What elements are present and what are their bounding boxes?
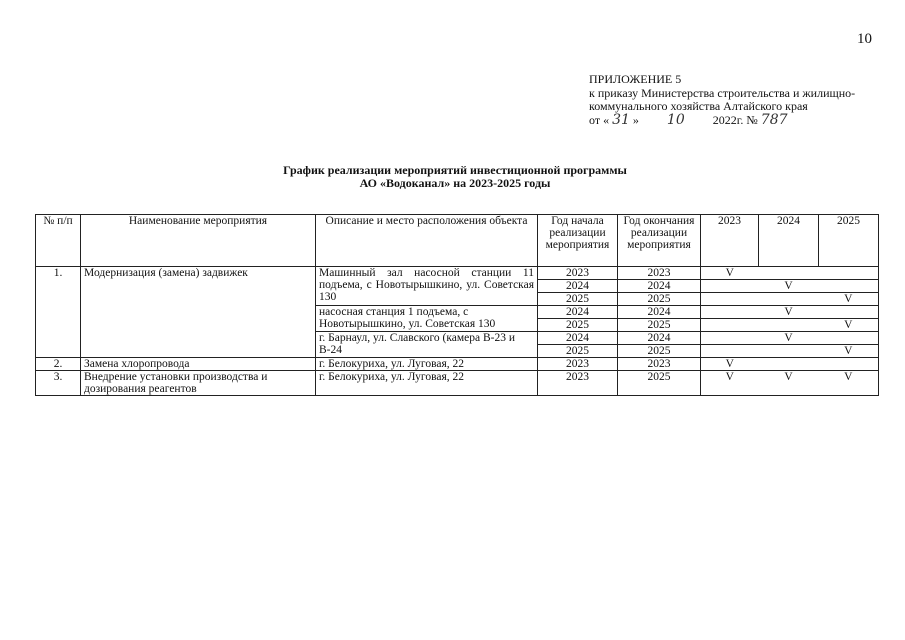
row-desc: г. Барнаул, ул. Славского (камера В-23 и В-24 [316,332,538,358]
row-num: 3. [36,371,81,396]
row-name: Замена хлоропровода [81,358,316,371]
mark-2024 [759,319,819,332]
header-num: № п/п [36,215,81,267]
row-desc: насосная станция 1 подъема, с Новотырышкино, ул. Советская 130 [316,306,538,332]
start-year: 2024 [538,332,618,345]
handwritten-order-number: 787 [760,111,788,128]
start-year: 2024 [538,280,618,293]
start-year: 2023 [538,267,618,280]
mark-2025 [819,306,879,319]
mark-2023: V [701,358,759,371]
mark-2024 [759,345,819,358]
appendix-header [589,73,855,127]
row-desc: г. Белокуриха, ул. Луговая, 22 [316,371,538,396]
title-line-1: График реализации мероприятий инвестиционной программы [283,163,627,177]
end-year: 2023 [618,267,701,280]
mark-2023: V [701,267,759,280]
header-2025: 2025 [819,215,879,267]
mark-2025: V [819,293,879,306]
end-year: 2024 [618,280,701,293]
schedule-table [35,214,879,396]
header-end-year: Год окончания реализации мероприятия [618,215,701,267]
header-row [36,215,879,267]
mark-2025 [819,358,879,371]
row-name: Модернизация (замена) задвижек [81,267,316,358]
mark-2023 [701,319,759,332]
mark-2024: V [759,332,819,345]
row-desc: г. Белокуриха, ул. Луговая, 22 [316,358,538,371]
appendix-line-2: к приказу Министерства строительства и жилищно- [589,85,856,100]
header-2023: 2023 [701,215,759,267]
end-year: 2024 [618,306,701,319]
mark-2024: V [759,280,819,293]
row-num: 1. [36,267,81,358]
row-desc: Машинный зал насосной станции 11 подъема, с Новотырышкино, ул. Советская 130 [316,267,538,306]
start-year: 2025 [538,345,618,358]
mark-2023 [701,345,759,358]
mark-2025: V [819,371,879,396]
mark-2024: V [759,306,819,319]
mark-2024: V [759,371,819,396]
mark-2023 [701,306,759,319]
table-row [36,358,879,371]
start-year: 2023 [538,371,618,396]
mark-2023 [701,280,759,293]
header-start-year: Год начала реализации мероприятия [538,215,618,267]
handwritten-month: 10 [666,111,685,128]
header-desc: Описание и место расположения объекта [316,215,538,267]
end-year: 2025 [618,371,701,396]
row-name: Внедрение установки производства и дозирования реагентов [81,371,316,396]
end-year: 2023 [618,358,701,371]
appendix-line-1: ПРИЛОЖЕНИЕ 5 [589,72,682,86]
mark-2024 [759,358,819,371]
header-2024: 2024 [759,215,819,267]
start-year: 2023 [538,358,618,371]
handwritten-day: 31 [612,111,630,128]
mark-2023 [701,332,759,345]
mark-2024 [759,293,819,306]
page-number: 10 [857,31,872,47]
row-num: 2. [36,358,81,371]
appendix-line-3: коммунального хозяйства Алтайского края [589,99,808,113]
end-year: 2025 [618,319,701,332]
title-line-2: АО «Водоканал» на 2023-2025 годы [359,176,551,190]
mark-2024 [759,267,819,280]
start-year: 2025 [538,319,618,332]
end-year: 2025 [618,293,701,306]
mark-2025 [819,280,879,293]
start-year: 2025 [538,293,618,306]
document-title [190,164,720,190]
end-year: 2024 [618,332,701,345]
date-year: 2022г. № [712,112,758,127]
table-row [36,267,879,280]
header-name: Наименование мероприятия [81,215,316,267]
date-prefix: от « [589,112,610,127]
mark-2025: V [819,345,879,358]
mark-2023 [701,293,759,306]
mark-2025: V [819,319,879,332]
mark-2023: V [701,371,759,396]
end-year: 2025 [618,345,701,358]
table-row [36,371,879,396]
mark-2025 [819,332,879,345]
mark-2025 [819,267,879,280]
start-year: 2024 [538,306,618,319]
appendix-date-line [589,111,855,128]
date-mid: » [632,112,639,127]
